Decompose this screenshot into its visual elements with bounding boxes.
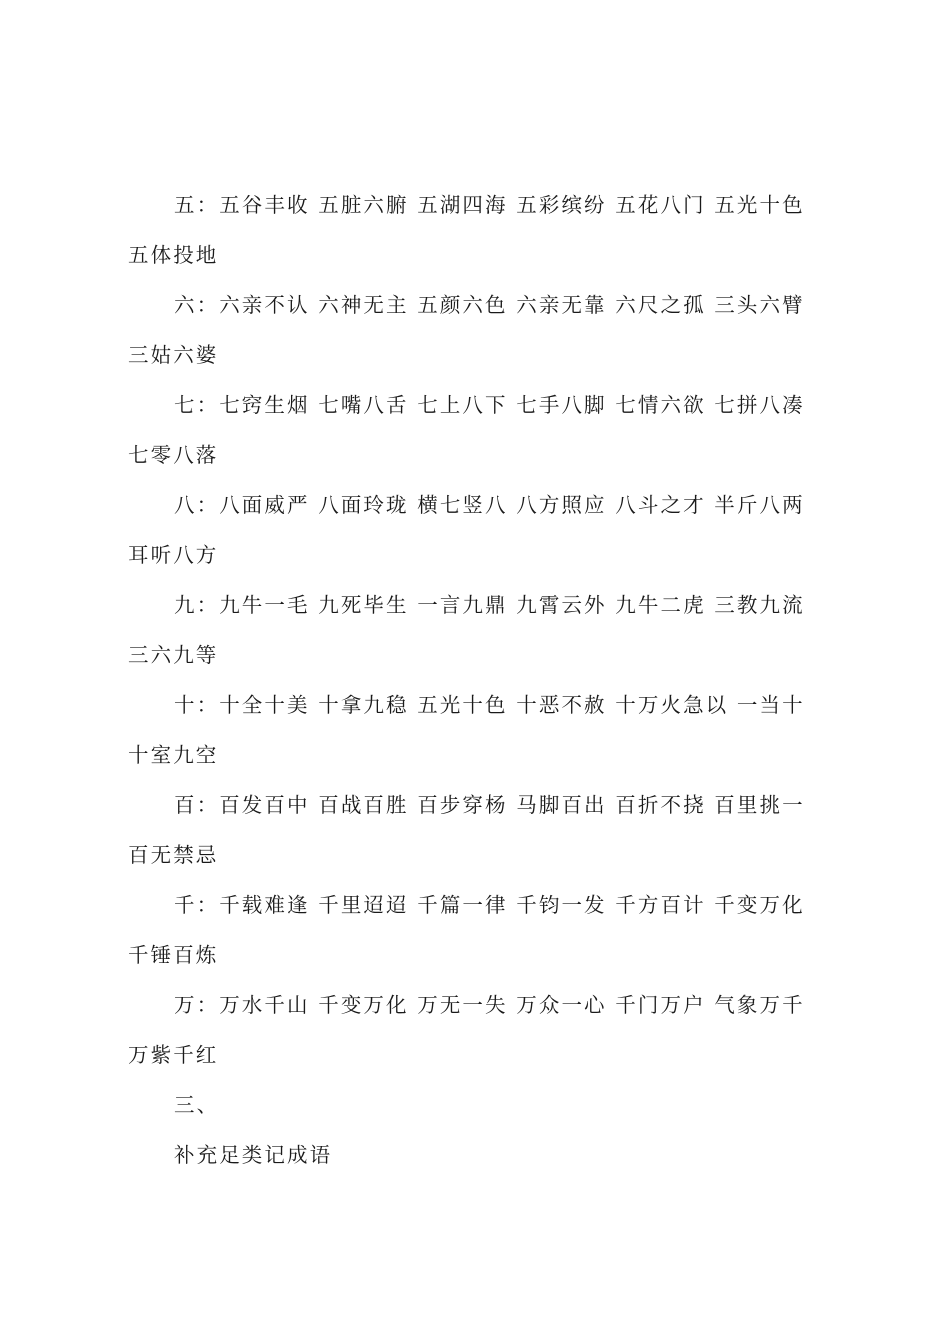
paragraph-line: 八：八面威严 八面玲珑 横七竖八 八方照应 八斗之才 半斤八两	[174, 493, 805, 517]
idiom-paragraph-eight	[128, 480, 833, 580]
paragraph-line: 五：五谷丰收 五脏六腑 五湖四海 五彩缤纷 五花八门 五光十色	[174, 193, 805, 217]
paragraph-line: 五体投地	[128, 243, 219, 267]
paragraph-line: 十：十全十美 十拿九稳 五光十色 十恶不赦 十万火急以 一当十	[174, 693, 805, 717]
paragraph-line: 六：六亲不认 六神无主 五颜六色 六亲无靠 六尺之孤 三头六臂	[174, 293, 805, 317]
paragraph-line: 九：九牛一毛 九死毕生 一言九鼎 九霄云外 九牛二虎 三教九流	[174, 593, 805, 617]
idiom-paragraph-five	[128, 180, 833, 280]
paragraph-line: 三姑六婆	[128, 343, 219, 367]
paragraph-line: 十室九空	[128, 743, 219, 767]
paragraph-line: 耳听八方	[128, 543, 219, 567]
paragraph-line: 百：百发百中 百战百胜 百步穿杨 马脚百出 百折不挠 百里挑一	[174, 793, 805, 817]
idiom-paragraph-hundred	[128, 780, 833, 880]
idiom-paragraph-seven	[128, 380, 833, 480]
paragraph-line: 七零八落	[128, 443, 219, 467]
paragraph-line: 七：七窍生烟 七嘴八舌 七上八下 七手八脚 七情六欲 七拼八凑	[174, 393, 805, 417]
section-heading: 三、	[174, 1093, 220, 1117]
idiom-paragraph-ten-thousand	[128, 980, 833, 1080]
paragraph-line: 三六九等	[128, 643, 219, 667]
paragraph-line: 千：千载难逢 千里迢迢 千篇一律 千钧一发 千方百计 千变万化	[174, 893, 805, 917]
paragraph-line: 万：万水千山 千变万化 万无一失 万众一心 千门万户 气象万千	[174, 993, 805, 1017]
idiom-paragraph-nine	[128, 580, 833, 680]
paragraph-line: 千锤百炼	[128, 943, 219, 967]
idiom-paragraph-thousand	[128, 880, 833, 980]
document-body	[128, 180, 833, 1180]
section-title: 补充足类记成语	[174, 1143, 333, 1167]
idiom-paragraph-ten	[128, 680, 833, 780]
paragraph-line: 万紫千红	[128, 1043, 219, 1067]
paragraph-line: 百无禁忌	[128, 843, 219, 867]
idiom-paragraph-six	[128, 280, 833, 380]
